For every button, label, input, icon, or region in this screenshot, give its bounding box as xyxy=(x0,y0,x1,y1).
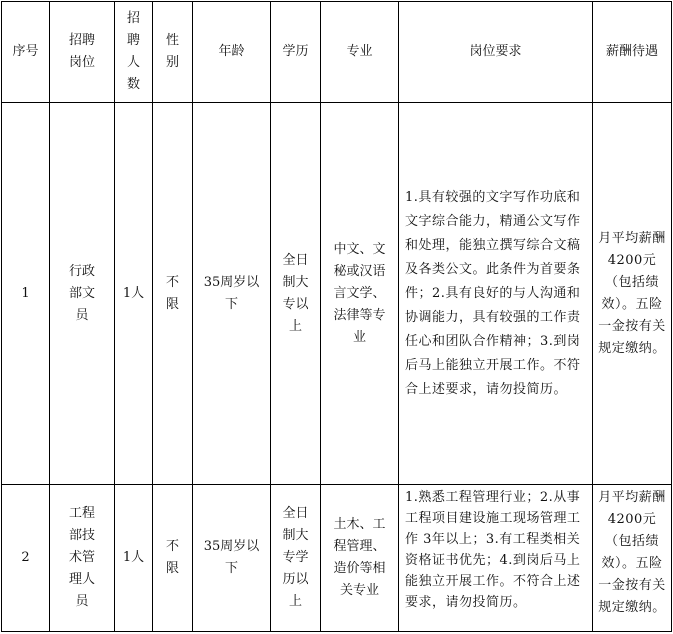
row-count: 1人 xyxy=(115,485,153,632)
header-row xyxy=(2,2,672,103)
row-education: 全日制大专以上 xyxy=(271,103,321,485)
row-major: 土木、工程管理、造价等相关专业 xyxy=(321,485,399,632)
row-index: 2 xyxy=(2,485,50,632)
header-major: 专业 xyxy=(321,2,399,103)
table-row xyxy=(2,485,672,632)
header-position: 招聘岗位 xyxy=(50,2,115,103)
row-position: 行政部文员 xyxy=(50,103,115,485)
recruitment-table xyxy=(1,1,672,632)
row-gender: 不限 xyxy=(153,103,193,485)
row-education: 全日制大专学历以上 xyxy=(271,485,321,632)
row-major: 中文、文秘或汉语言文学、法律等专业 xyxy=(321,103,399,485)
table-row xyxy=(2,103,672,485)
header-gender: 性别 xyxy=(153,2,193,103)
header-index: 序号 xyxy=(2,2,50,103)
row-index: 1 xyxy=(2,103,50,485)
header-requirements: 岗位要求 xyxy=(399,2,593,103)
row-requirements: 1.具有较强的文字写作功底和文字综合能力，精通公文写作和处理，能独立撰写综合文稿及各类公文。此条件为首要条件；2.具有良好的与人沟通和协调能力，具有较强的工作责任心和团队合作精神；3.到岗后马上能独立开展工作。不符合上述要求，请勿投简历。 xyxy=(399,103,593,485)
row-position: 工程部技术管理人员 xyxy=(50,485,115,632)
header-education: 学历 xyxy=(271,2,321,103)
row-salary: 月平均薪酬 4200元（包括绩效）。五险一金按有关规定缴纳。 xyxy=(593,485,672,632)
row-gender: 不限 xyxy=(153,485,193,632)
row-count: 1人 xyxy=(115,103,153,485)
row-age: 35周岁以下 xyxy=(193,485,271,632)
header-age: 年龄 xyxy=(193,2,271,103)
row-salary: 月平均薪酬 4200元（包括绩效）。五险一金按有关规定缴纳。 xyxy=(593,103,672,485)
header-salary: 薪酬待遇 xyxy=(593,2,672,103)
row-requirements: 1.熟悉工程管理行业；2.从事工程项目建设施工现场管理工作 3年以上；3.有工程类相关资格证书优先；4.到岗后马上能独立开展工作。不符合上述要求，请勿投简历。 xyxy=(399,485,593,632)
row-age: 35周岁以下 xyxy=(193,103,271,485)
header-count: 招聘人数 xyxy=(115,2,153,103)
